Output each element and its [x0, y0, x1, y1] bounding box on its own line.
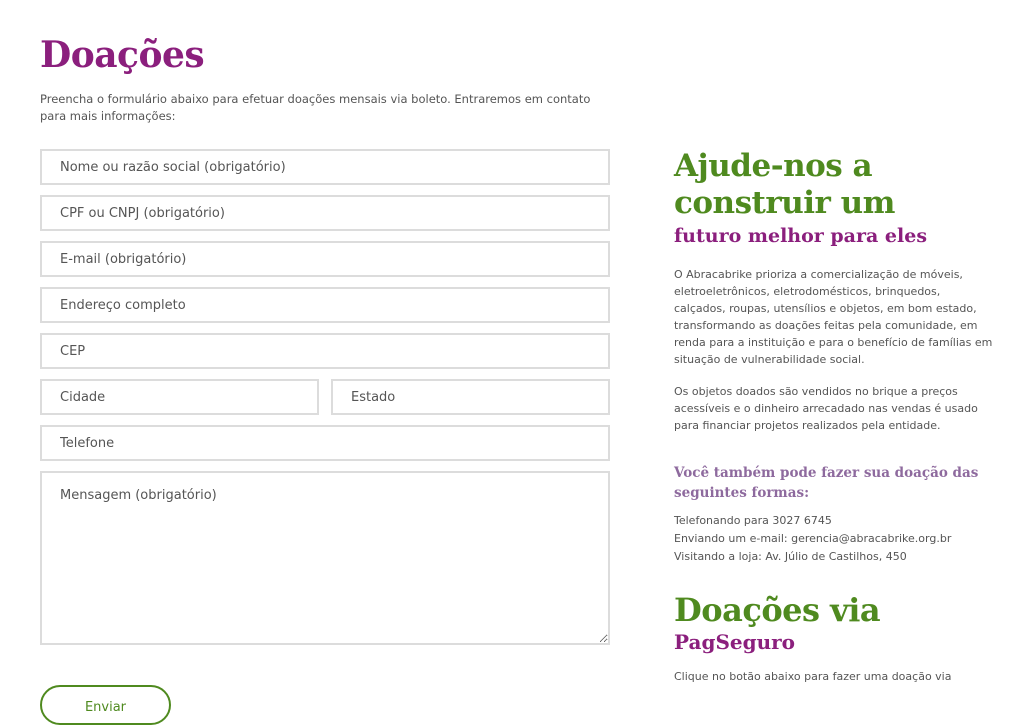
page-title: Doações	[40, 34, 205, 76]
name-field[interactable]	[40, 149, 610, 185]
help-heading-line2: construir um	[674, 185, 895, 221]
cep-field[interactable]	[40, 333, 610, 369]
help-heading-line1: Ajude-nos a	[674, 148, 873, 184]
donation-info-sidebar	[674, 148, 994, 685]
sales-paragraph: Os objetos doados são vendidos no brique a preços acessíveis e o dinheiro arrecadado nas vendas é usado para financiar projetos realizados pela entidade.	[674, 385, 978, 432]
cpf-cnpj-field[interactable]	[40, 195, 610, 231]
address-field[interactable]	[40, 287, 610, 323]
pagseguro-text: Clique no botão abaixo para fazer uma doação via	[674, 670, 952, 683]
contact-email: Enviando um e-mail: gerencia@abracabrike.org.br	[674, 532, 952, 545]
contact-store: Visitando a loja: Av. Júlio de Castilhos, 450	[674, 550, 907, 563]
page-intro: Preencha o formulário abaixo para efetuar doações mensais via boleto. Entraremos em contato para mais informações:	[40, 92, 591, 123]
contact-list	[674, 512, 994, 566]
city-field[interactable]	[40, 379, 319, 415]
state-field[interactable]	[331, 379, 610, 415]
message-field[interactable]	[40, 471, 610, 645]
contact-phone: Telefonando para 3027 6745	[674, 514, 832, 527]
other-ways-heading: Você também pode fazer sua doação das seguintes formas:	[674, 465, 979, 501]
submit-button[interactable]: Enviar	[40, 685, 171, 725]
about-paragraph: O Abracabrike prioriza a comercialização de móveis, eletroeletrônicos, eletrodomésticos, brinquedos, calçados, roupas, utensílios e objetos, em bom estado, transformando as doações feitas pela comunidade, em renda para a instituição e para o benefício de famílias em situação de vulnerabilidade social.	[674, 268, 993, 366]
email-field[interactable]	[40, 241, 610, 277]
pagseguro-subheading: PagSeguro	[674, 630, 796, 654]
help-subheading: futuro melhor para eles	[674, 225, 928, 247]
help-heading	[674, 148, 994, 222]
phone-field[interactable]	[40, 425, 610, 461]
pagseguro-heading: Doações via	[674, 591, 881, 629]
